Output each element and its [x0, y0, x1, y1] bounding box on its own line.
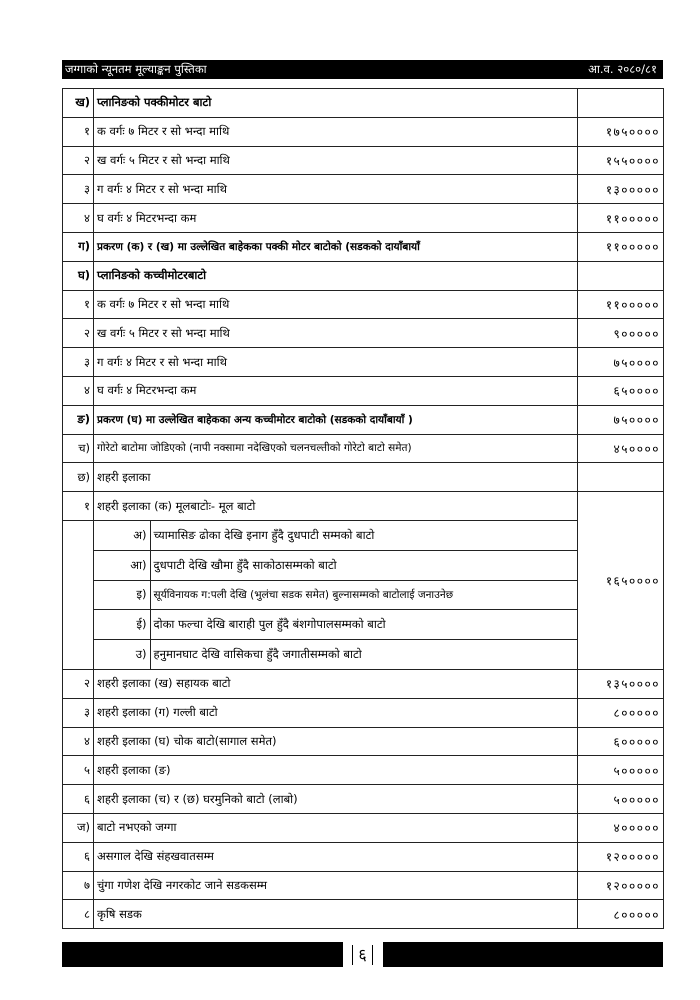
table-row — [63, 756, 664, 785]
row-amount: ७५०००० — [578, 348, 664, 377]
row-number: घ) — [63, 261, 94, 290]
row-amount: १६५०००० — [578, 492, 664, 670]
sub-row-description: दोका फल्चा देखि बाराही पुल हुँदै बंशगोपालसम्मको बाटो — [153, 617, 386, 632]
row-number: १ — [63, 290, 94, 319]
table-row — [63, 492, 664, 521]
row-description: क वर्गः ७ मिटर र सो भन्दा माथि — [94, 290, 578, 319]
sub-row-description: दुधपाटी देखि खौमा हुँदै साकोठासम्मको बाटो — [153, 557, 337, 572]
row-amount: ८००००० — [578, 900, 664, 929]
row-number: ६ — [63, 842, 94, 871]
row-description: शहरी इलाका (ग) गल्ली बाटो — [94, 698, 578, 727]
row-number: ग) — [63, 232, 94, 261]
sub-row-number: इ) — [94, 581, 150, 610]
table-row — [63, 785, 664, 814]
row-number: ७ — [63, 871, 94, 900]
row-amount: १३००००० — [578, 175, 664, 204]
row-amount: ११००००० — [578, 232, 664, 261]
row-amount — [578, 463, 664, 492]
sub-row-number: अ) — [94, 521, 150, 550]
sub-row-number: ई) — [94, 610, 150, 639]
table-row — [63, 117, 664, 146]
row-number: ३ — [63, 698, 94, 727]
table-row — [63, 175, 664, 204]
row-description: क वर्गः ७ मिटर र सो भन्दा माथि — [94, 117, 578, 146]
row-description: शहरी इलाका (ङ) — [94, 756, 578, 785]
sub-row-description: हनुमानघाट देखि वासिकचा हुँदै जगातीसम्मको बाटो — [153, 647, 362, 662]
row-description: असगाल देखि संहखवातसम्म — [94, 842, 578, 871]
row-description: शहरी इलाका (क) मूलबाटोः- मूल बाटो — [94, 492, 578, 521]
table-row — [63, 261, 664, 290]
row-description: बाटो नभएको जग्गा — [94, 813, 578, 842]
row-description: प्लानिङको कच्चीमोटरबाटो — [94, 261, 578, 290]
page-number-box — [341, 942, 385, 967]
row-description: शहरी इलाका (घ) चोक बाटो(सागाल समेत) — [94, 727, 578, 756]
fiscal-year: आ.व. २०८०/८१ — [588, 62, 657, 76]
row-number: ङ) — [63, 405, 94, 434]
sub-row-number: उ) — [94, 640, 150, 669]
row-description: ख वर्गः ५ मिटर र सो भन्दा माथि — [94, 319, 578, 348]
row-description: शहरी इलाका (ख) सहायक बाटो — [94, 669, 578, 698]
table-row — [63, 89, 664, 118]
row-description: प्लानिङको पक्कीमोटर बाटो — [94, 89, 578, 118]
row-amount: ६००००० — [578, 727, 664, 756]
row-description: ग वर्गः ४ मिटर र सो भन्दा माथि — [94, 348, 578, 377]
row-amount: ४००००० — [578, 813, 664, 842]
row-description: घ वर्गः ४ मिटरभन्दा कम — [94, 376, 578, 405]
table-row — [63, 290, 664, 319]
row-amount: १७५०००० — [578, 117, 664, 146]
row-amount: ११००००० — [578, 290, 664, 319]
row-description: प्रकरण (घ) मा उल्लेखित बाहेकका अन्य कच्चीमोटर बाटोको (सडकको दायाँबायाँ ) — [94, 405, 578, 434]
row-description: शहरी इलाका — [94, 463, 578, 492]
table-row — [63, 434, 664, 463]
table-row — [63, 900, 664, 929]
sub-row — [63, 550, 664, 580]
sub-row — [63, 640, 664, 670]
table-row — [63, 813, 664, 842]
valuation-table — [62, 88, 664, 929]
sub-row — [63, 580, 664, 610]
row-amount: १२००००० — [578, 871, 664, 900]
row-description: घ वर्गः ४ मिटरभन्दा कम — [94, 204, 578, 233]
row-amount: ९००००० — [578, 319, 664, 348]
row-amount: ६५०००० — [578, 376, 664, 405]
row-number: ख) — [63, 89, 94, 118]
row-amount: १२००००० — [578, 842, 664, 871]
row-amount: ५००००० — [578, 756, 664, 785]
table-row — [63, 698, 664, 727]
sub-row-description: सूर्यविनायक ग:पली देखि (भुलंचा सडक समेत) बुल्नासम्मको बाटोलाई जनाउनेछ — [153, 588, 454, 601]
row-description: प्रकरण (क) र (ख) मा उल्लेखित बाहेकका पक्की मोटर बाटोको (सडकको दायाँबायाँ — [94, 232, 578, 261]
table-row — [63, 232, 664, 261]
row-amount — [578, 261, 664, 290]
table-row — [63, 669, 664, 698]
row-amount: १५५०००० — [578, 146, 664, 175]
row-number: ४ — [63, 376, 94, 405]
row-number: ५ — [63, 756, 94, 785]
header-bar — [62, 60, 663, 79]
row-description: ख वर्गः ५ मिटर र सो भन्दा माथि — [94, 146, 578, 175]
row-number: ज) — [63, 813, 94, 842]
row-description: शहरी इलाका (च) र (छ) घरमुनिको बाटो (लाबो) — [94, 785, 578, 814]
row-amount — [578, 89, 664, 118]
row-description: चुंगा गणेश देखि नगरकोट जाने सडकसम्म — [94, 871, 578, 900]
row-description: गोरेटो बाटोमा जोडिएको (नापी नक्सामा नदेखिएको चलनचल्तीको गोरेटो बाटो समेत) — [94, 434, 578, 463]
row-number: २ — [63, 669, 94, 698]
row-amount: १३५०००० — [578, 669, 664, 698]
table-row — [63, 727, 664, 756]
page-number: ६ — [352, 945, 372, 965]
row-number: १ — [63, 492, 94, 521]
row-number: ४ — [63, 204, 94, 233]
row-number: २ — [63, 146, 94, 175]
row-amount: ८००००० — [578, 698, 664, 727]
row-amount: ११००००० — [578, 204, 664, 233]
row-amount: ५००००० — [578, 785, 664, 814]
row-number: ३ — [63, 175, 94, 204]
row-description: कृषि सडक — [94, 900, 578, 929]
sub-row — [63, 610, 664, 640]
sub-row — [63, 520, 664, 550]
table-row — [63, 405, 664, 434]
table-row — [63, 319, 664, 348]
document-title: जग्गाको न्यूनतम मूल्याङ्कन पुस्तिका — [65, 62, 207, 76]
row-number: ६ — [63, 785, 94, 814]
table-row — [63, 348, 664, 377]
sub-row-number: आ) — [94, 551, 150, 580]
row-number: छ) — [63, 463, 94, 492]
row-number: १ — [63, 117, 94, 146]
row-number: ३ — [63, 348, 94, 377]
footer-bar — [62, 942, 663, 967]
table-row — [63, 376, 664, 405]
row-amount: ४५०००० — [578, 434, 664, 463]
table-row — [63, 204, 664, 233]
table-row — [63, 146, 664, 175]
table-row — [63, 842, 664, 871]
sub-row-description: च्यामासिङ ढोका देखि इनाग हुँदै दुधपाटी सम्मको बाटो — [153, 527, 375, 542]
row-number: च) — [63, 434, 94, 463]
row-number: २ — [63, 319, 94, 348]
row-number: ८ — [63, 900, 94, 929]
table-row — [63, 463, 664, 492]
row-number: ४ — [63, 727, 94, 756]
table-row — [63, 871, 664, 900]
row-description: ग वर्गः ४ मिटर र सो भन्दा माथि — [94, 175, 578, 204]
row-amount: ७५०००० — [578, 405, 664, 434]
